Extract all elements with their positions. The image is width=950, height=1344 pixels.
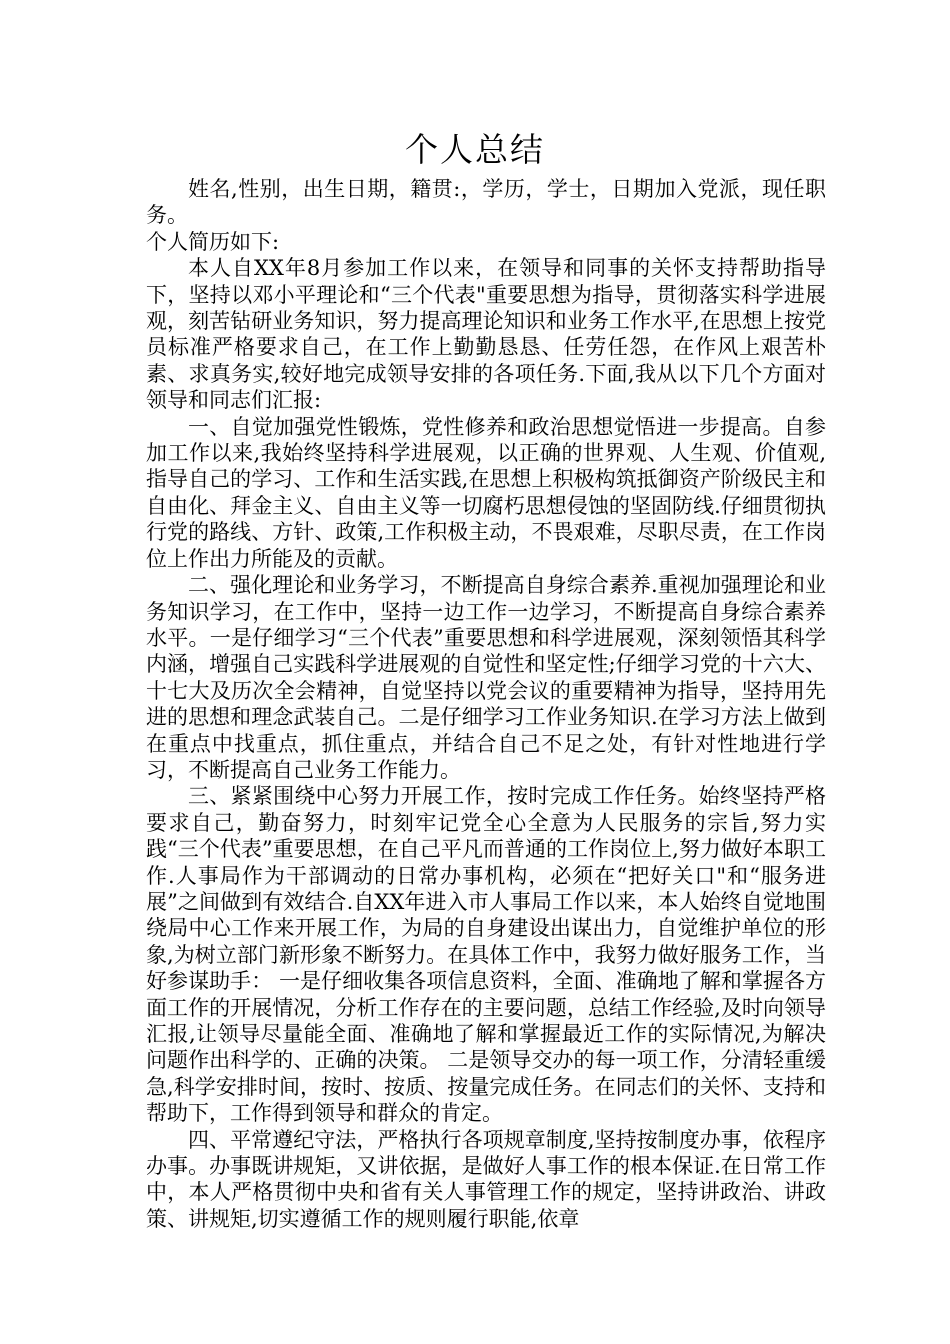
document-paragraph: 本人自XX年8月参加工作以来，在领导和同事的关怀支持帮助指导下，坚持以邓小平理论和“三个代表"重要思想为指导，贯彻落实科学进展观，刻苦钻研业务知识，努力提高理论知识和业务工作水平,在思想上按党员标准严格要求自己，在工作上勤勤恳恳、任劳任怨，在作风上艰苦朴素、求真务实,较好地完成领导安排的各项任务.下面,我从以下几个方面对领导和同志们汇报: bbox=[146, 256, 826, 413]
document-paragraph: 个人简历如下: bbox=[146, 229, 280, 254]
document-paragraph: 四、平常遵纪守法，严格执行各项规章制度,坚持按制度办事，依程序办事。办事既讲规矩，又讲依据，是做好人事工作的根本保证.在日常工作中，本人严格贯彻中央和省有关人事管理工作的规定，坚持讲政治、讲政策、讲规矩,切实遵循工作的规则履行职能,依章 bbox=[146, 1127, 826, 1231]
document-title: 个人总结 bbox=[405, 130, 545, 169]
document-paragraph: 三、紧紧围绕中心努力开展工作，按时完成工作任务。始终坚持严格要求自己，勤奋努力，时刻牢记党全心全意为人民服务的宗旨,努力实践“三个代表”重要思想，在自己平凡而普通的工作岗位上,努力做好本职工作.人事局作为干部调动的日常办事机构，必须在“把好关口"和“服务进展”之间做到有效结合.自XX年进入市人事局工作以来，本人始终自觉地围绕局中心工作来开展工作，为局的自身建设出谋出力，自觉维护单位的形象,为树立部门新形象不断努力。在具体工作中，我努力做好服务工作，当好参谋助手： 一是仔细收集各项信息资料，全面、准确地了解和掌握各方面工作的开展情况，分析工作存在的主要问题，总结工作经验,及时向领导汇报,让领导尽量能全面、准确地了解和掌握最近工作的实际情况,为解决问题作出科学的、正确的决策。 二是领导交办的每一项工作，分清轻重缓急,科学安排时间，按时、按质、按量完成任务。在同志们的关怀、支持和帮助下，工作得到领导和群众的肯定。 bbox=[146, 784, 826, 1126]
document-paragraph: 二、强化理论和业务学习，不断提高自身综合素养.重视加强理论和业务知识学习，在工作中，坚持一边工作一边学习，不断提高自身综合素养水平。一是仔细学习“三个代表”重要思想和科学进展观，深刻领悟其科学内涵，增强自己实践科学进展观的自觉性和坚定性;仔细学习党的十六大、十七大及历次全会精神，自觉坚持以党会议的重要精神为指导，坚持用先进的思想和理念武装自己。二是仔细学习工作业务知识.在学习方法上做到在重点中找重点，抓住重点，并结合自己不足之处，有针对性地进行学习，不断提高自己业务工作能力。 bbox=[146, 573, 826, 782]
document-paragraph: 姓名,性别，出生日期，籍贯:，学历，学士，日期加入党派，现任职务。 bbox=[146, 177, 826, 228]
document-paragraph: 一、自觉加强党性锻炼，党性修养和政治思想觉悟进一步提高。自参加工作以来,我始终坚持科学进展观，以正确的世界观、人生观、价值观,指导自己的学习、工作和生活实践,在思想上积极构筑抵御资产阶级民主和自由化、拜金主义、自由主义等一切腐朽思想侵蚀的坚固防线.仔细贯彻执行党的路线、方针、政策,工作积极主动，不畏艰难，尽职尽责，在工作岗位上作出力所能及的贡献。 bbox=[146, 414, 826, 571]
document-body bbox=[146, 176, 826, 1232]
